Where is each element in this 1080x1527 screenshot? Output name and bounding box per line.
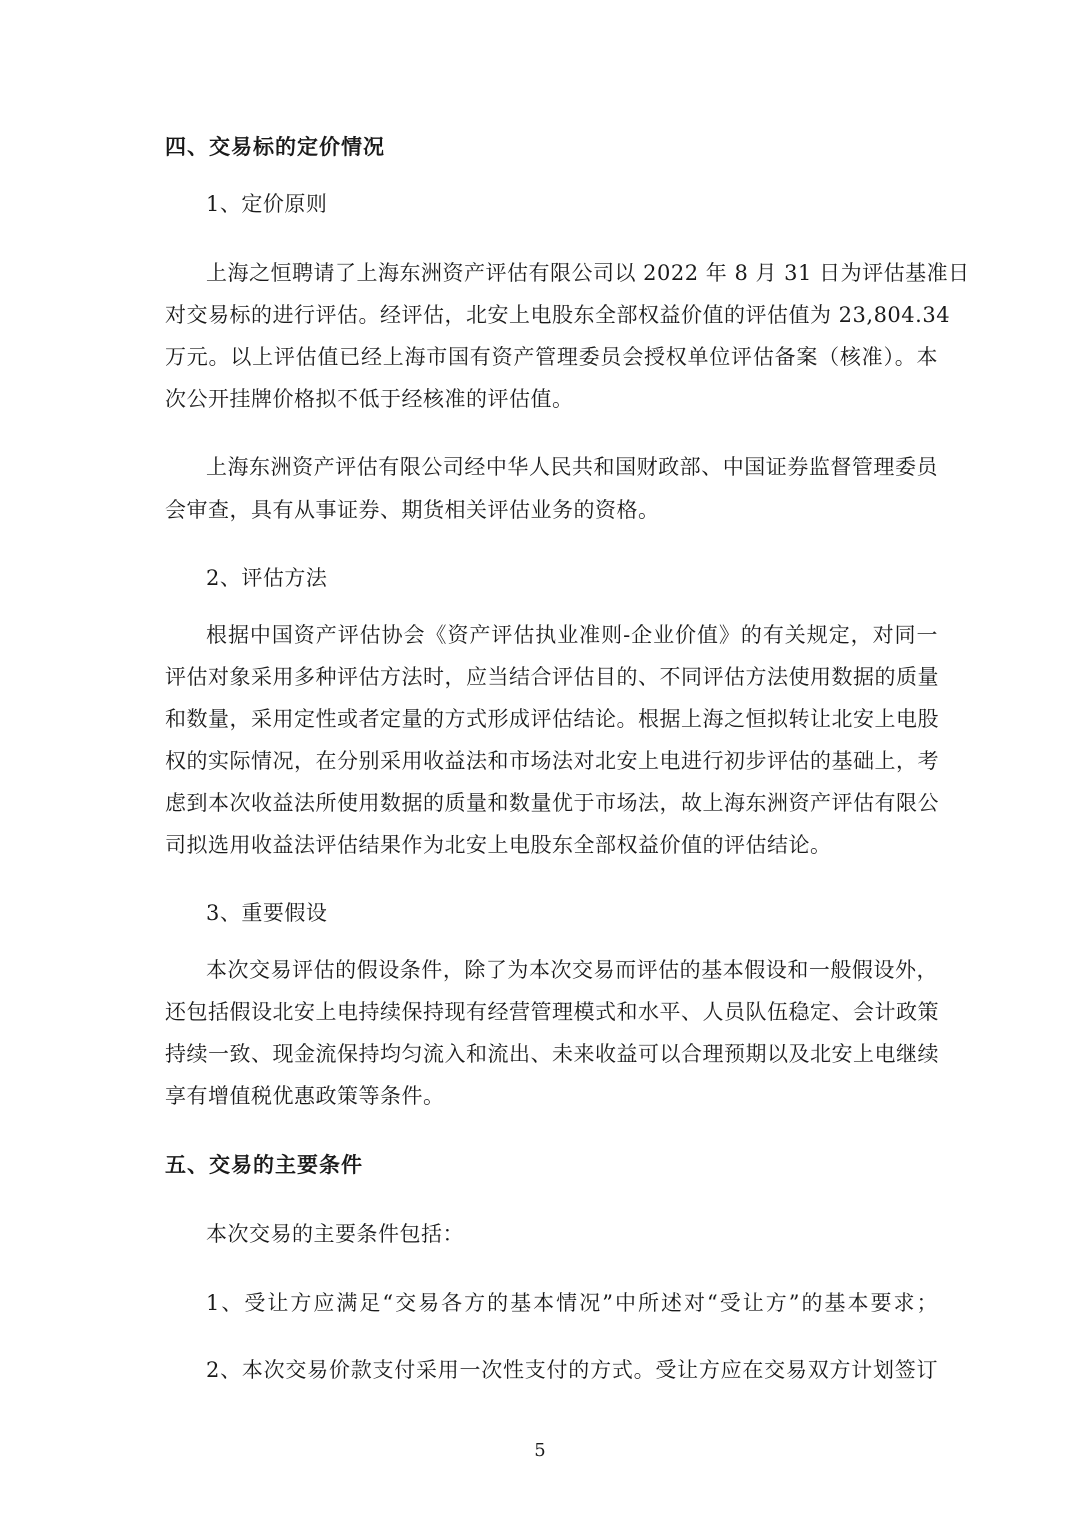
paragraph-line: 享有增值税优惠政策等条件。 bbox=[165, 1084, 445, 1108]
paragraph-line: 根据中国资产评估协会《资产评估执业准则-企业价值》的有关规定，对同一 bbox=[206, 623, 938, 647]
subsection-1-title: 1、定价原则 bbox=[206, 192, 328, 216]
paragraph-line: 上海之恒聘请了上海东洲资产评估有限公司以 2022 年 8 月 31 日为评估基准日 bbox=[206, 261, 970, 285]
paragraph-line: 本次交易评估的假设条件，除了为本次交易而评估的基本假设和一般假设外， bbox=[206, 958, 938, 982]
paragraph-line: 持续一致、现金流保持均匀流入和流出、未来收益可以合理预期以及北安上电继续 bbox=[165, 1042, 939, 1066]
paragraph-line: 还包括假设北安上电持续保持现有经营管理模式和水平、人员队伍稳定、会计政策 bbox=[165, 1000, 939, 1024]
paragraph-line: 司拟选用收益法评估结果作为北安上电股东全部权益价值的评估结论。 bbox=[165, 833, 832, 857]
section-4-heading: 四、交易标的定价情况 bbox=[165, 134, 385, 159]
subsection-2-title: 2、评估方法 bbox=[206, 566, 328, 590]
section-5-heading: 五、交易的主要条件 bbox=[165, 1152, 363, 1177]
paragraph-line: 上海东洲资产评估有限公司经中华人民共和国财政部、中国证券监督管理委员 bbox=[206, 455, 938, 479]
paragraph-line: 万元。以上评估值已经上海市国有资产管理委员会授权单位评估备案（核准）。本 bbox=[165, 345, 938, 369]
condition-item-2: 2、本次交易价款支付采用一次性支付的方式。受让方应在交易双方计划签订 bbox=[206, 1358, 938, 1382]
page-number: 5 bbox=[534, 1440, 546, 1461]
paragraph-line: 次公开挂牌价格拟不低于经核准的评估值。 bbox=[165, 387, 574, 411]
subsection-3-title: 3、重要假设 bbox=[206, 901, 328, 925]
paragraph-line: 评估对象采用多种评估方法时，应当结合评估目的、不同评估方法使用数据的质量 bbox=[165, 665, 939, 689]
paragraph-line: 虑到本次收益法所使用数据的质量和数量优于市场法，故上海东洲资产评估有限公 bbox=[165, 791, 939, 815]
condition-item-1: 1、受让方应满足“交易各方的基本情况”中所述对“受让方”的基本要求； bbox=[206, 1291, 938, 1315]
paragraph-line: 和数量，采用定性或者定量的方式形成评估结论。根据上海之恒拟转让北安上电股 bbox=[165, 707, 939, 731]
paragraph-line: 会审查，具有从事证券、期货相关评估业务的资格。 bbox=[165, 498, 660, 522]
section-5-intro: 本次交易的主要条件包括： bbox=[206, 1222, 464, 1246]
paragraph-line: 权的实际情况，在分别采用收益法和市场法对北安上电进行初步评估的基础上，考 bbox=[165, 749, 939, 773]
paragraph-line: 对交易标的进行评估。经评估，北安上电股东全部权益价值的评估值为 23,804.34 bbox=[165, 303, 951, 327]
